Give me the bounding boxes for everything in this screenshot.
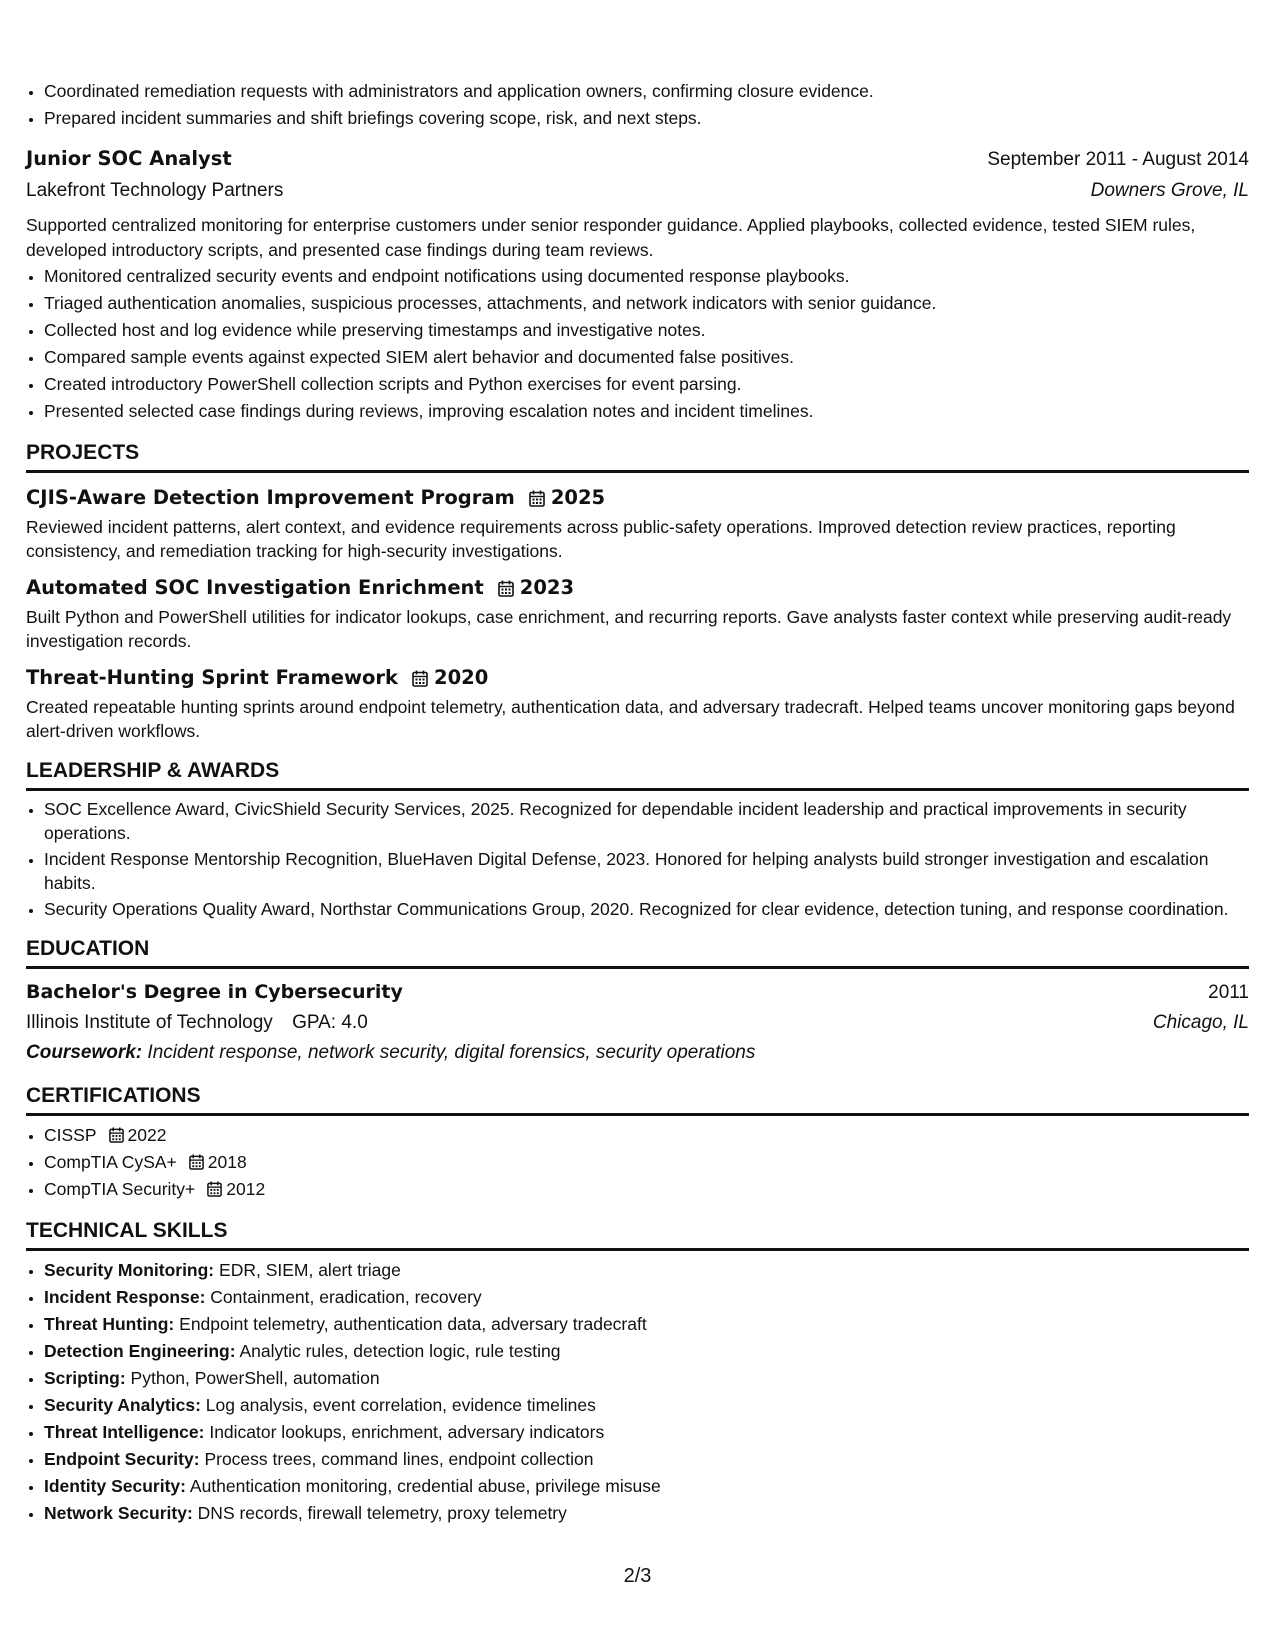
- list-item: • Prepared incident summaries and shift briefings covering scope, risk, and next steps.: [44, 105, 1249, 132]
- list-item: [44, 1176, 1249, 1203]
- certification-year: 2012: [226, 1179, 266, 1199]
- skill-value: Endpoint telemetry, authentication data, adversary tradecraft: [179, 1314, 647, 1334]
- project-year: 2023: [519, 576, 575, 599]
- calendar-icon: [207, 1181, 222, 1197]
- skill-label: Security Monitoring:: [44, 1260, 215, 1280]
- section-title-leadership: LEADERSHIP & AWARDS: [26, 757, 1249, 791]
- list-item: [44, 1122, 1249, 1149]
- job-entry: [26, 144, 1249, 425]
- job-bullets: [26, 263, 1249, 425]
- list-item: [44, 1419, 1249, 1446]
- project-entry: [26, 573, 1249, 653]
- project-title: Automated SOC Investigation Enrichment: [26, 576, 484, 599]
- calendar-icon: [412, 670, 428, 687]
- job-location: Downers Grove, IL: [1090, 180, 1249, 201]
- calendar-icon: [498, 580, 514, 597]
- list-item: [44, 1284, 1249, 1311]
- skill-value: Analytic rules, detection logic, rule testing: [239, 1341, 561, 1361]
- list-item: [44, 1311, 1249, 1338]
- skill-value: Log analysis, event correlation, evidence timelines: [205, 1395, 596, 1415]
- skill-value: EDR, SIEM, alert triage: [219, 1260, 401, 1280]
- list-item: • Security Operations Quality Award, Northstar Communications Group, 2020. Recognized for clear evidence, detection tuning, and response coordination.: [44, 897, 1249, 921]
- list-item: [44, 1338, 1249, 1365]
- certification-name: CISSP: [44, 1125, 97, 1145]
- previous-job-bullets: [26, 78, 1249, 132]
- job-dates: September 2011 - August 2014: [987, 149, 1249, 170]
- education-year: 2011: [1208, 982, 1249, 1003]
- list-item: • Compared sample events against expected SIEM alert behavior and documented false positives.: [44, 344, 1249, 371]
- skill-value: DNS records, firewall telemetry, proxy telemetry: [197, 1503, 567, 1523]
- section-title-certifications: CERTIFICATIONS: [26, 1082, 1249, 1116]
- project-description: Created repeatable hunting sprints around endpoint telemetry, authentication data, and adversary tradecraft. Helped teams uncover monitoring gaps beyond alert-driven workflows.: [26, 697, 1235, 741]
- coursework-text: Incident response, network security, digital forensics, security operations: [147, 1042, 756, 1063]
- education-gpa: GPA: 4.0: [292, 1012, 368, 1033]
- skill-label: Scripting:: [44, 1368, 126, 1388]
- list-item: • Presented selected case findings during reviews, improving escalation notes and incident timelines.: [44, 398, 1249, 425]
- skill-label: Incident Response:: [44, 1287, 206, 1307]
- job-summary: Supported centralized monitoring for enterprise customers under senior responder guidance. Applied playbooks, collected evidence, tested SIEM rules, developed introductory scripts, and presented case findings during team reviews.: [26, 215, 1196, 260]
- project-entry: [26, 483, 1249, 563]
- education-location: Chicago, IL: [1152, 1012, 1249, 1033]
- list-item: • Collected host and log evidence while preserving timestamps and investigative notes.: [44, 317, 1249, 344]
- skill-label: Identity Security:: [44, 1476, 186, 1496]
- project-year: 2020: [434, 666, 489, 689]
- list-item: • Created introductory PowerShell collection scripts and Python exercises for event parsing.: [44, 371, 1249, 398]
- skill-value: Authentication monitoring, credential abuse, privilege misuse: [189, 1476, 661, 1496]
- list-item: [44, 1473, 1249, 1500]
- skill-label: Threat Hunting:: [44, 1314, 175, 1334]
- certification-year: 2022: [127, 1125, 167, 1145]
- list-item: [44, 1446, 1249, 1473]
- project-description: Built Python and PowerShell utilities for indicator lookups, case enrichment, and recurring reports. Gave analysts faster context while preserving audit-ready investigation records.: [26, 607, 1232, 651]
- skill-value: Process trees, command lines, endpoint collection: [204, 1449, 594, 1469]
- skill-label: Detection Engineering:: [44, 1341, 236, 1361]
- certification-year: 2018: [207, 1152, 247, 1172]
- project-year: 2025: [550, 486, 606, 509]
- certification-name: CompTIA CySA+: [44, 1152, 177, 1172]
- section-title-skills: TECHNICAL SKILLS: [26, 1217, 1249, 1251]
- list-item: • Monitored centralized security events and endpoint notifications using documented response playbooks.: [44, 263, 1249, 290]
- skill-value: Containment, eradication, recovery: [210, 1287, 482, 1307]
- calendar-icon: [189, 1154, 204, 1170]
- list-item: • Coordinated remediation requests with administrators and application owners, confirming closure evidence.: [44, 78, 1249, 105]
- education-school: Illinois Institute of Technology: [26, 1012, 273, 1033]
- section-title-projects: PROJECTS: [26, 439, 1249, 473]
- job-title: Junior SOC Analyst: [26, 147, 232, 170]
- calendar-icon: [529, 490, 545, 507]
- skill-value: Python, PowerShell, automation: [130, 1368, 380, 1388]
- list-item: [44, 1365, 1249, 1392]
- skill-label: Network Security:: [44, 1503, 193, 1523]
- project-title: CJIS-Aware Detection Improvement Program: [26, 486, 515, 509]
- resume-page: [26, 78, 1249, 1527]
- list-item: • Incident Response Mentorship Recognition, BlueHaven Digital Defense, 2023. Honored for helping analysts build stronger investigation and escalation habits.: [44, 847, 1249, 895]
- list-item: [44, 1500, 1249, 1527]
- list-item: • SOC Excellence Award, CivicShield Security Services, 2025. Recognized for dependable incident leadership and practical improvements in security operations.: [44, 797, 1249, 845]
- skills-list: [26, 1257, 1249, 1527]
- skill-label: Endpoint Security:: [44, 1449, 200, 1469]
- skill-label: Threat Intelligence:: [44, 1422, 205, 1442]
- skill-value: Indicator lookups, enrichment, adversary indicators: [209, 1422, 605, 1442]
- education-degree: Bachelor's Degree in Cybersecurity: [26, 981, 403, 1003]
- section-title-education: EDUCATION: [26, 935, 1249, 969]
- list-item: [44, 1257, 1249, 1284]
- project-description: Reviewed incident patterns, alert context, and evidence requirements across public-safety operations. Improved detection review practices, reporting consistency, and remediation tracking for high-security investigations.: [26, 517, 1176, 561]
- education-entry: [26, 977, 1249, 1068]
- project-entry: [26, 663, 1249, 743]
- project-title: Threat-Hunting Sprint Framework: [26, 666, 399, 689]
- page-number: 2/3: [623, 1565, 652, 1587]
- coursework-label: Coursework:: [26, 1042, 143, 1063]
- certification-name: CompTIA Security+: [44, 1179, 196, 1199]
- list-item: [44, 1392, 1249, 1419]
- list-item: • Triaged authentication anomalies, suspicious processes, attachments, and network indicators with senior guidance.: [44, 290, 1249, 317]
- job-company: Lakefront Technology Partners: [26, 180, 284, 201]
- leadership-list: [26, 797, 1249, 921]
- skill-label: Security Analytics:: [44, 1395, 201, 1415]
- calendar-icon: [109, 1127, 124, 1143]
- list-item: [44, 1149, 1249, 1176]
- certification-list: [26, 1122, 1249, 1203]
